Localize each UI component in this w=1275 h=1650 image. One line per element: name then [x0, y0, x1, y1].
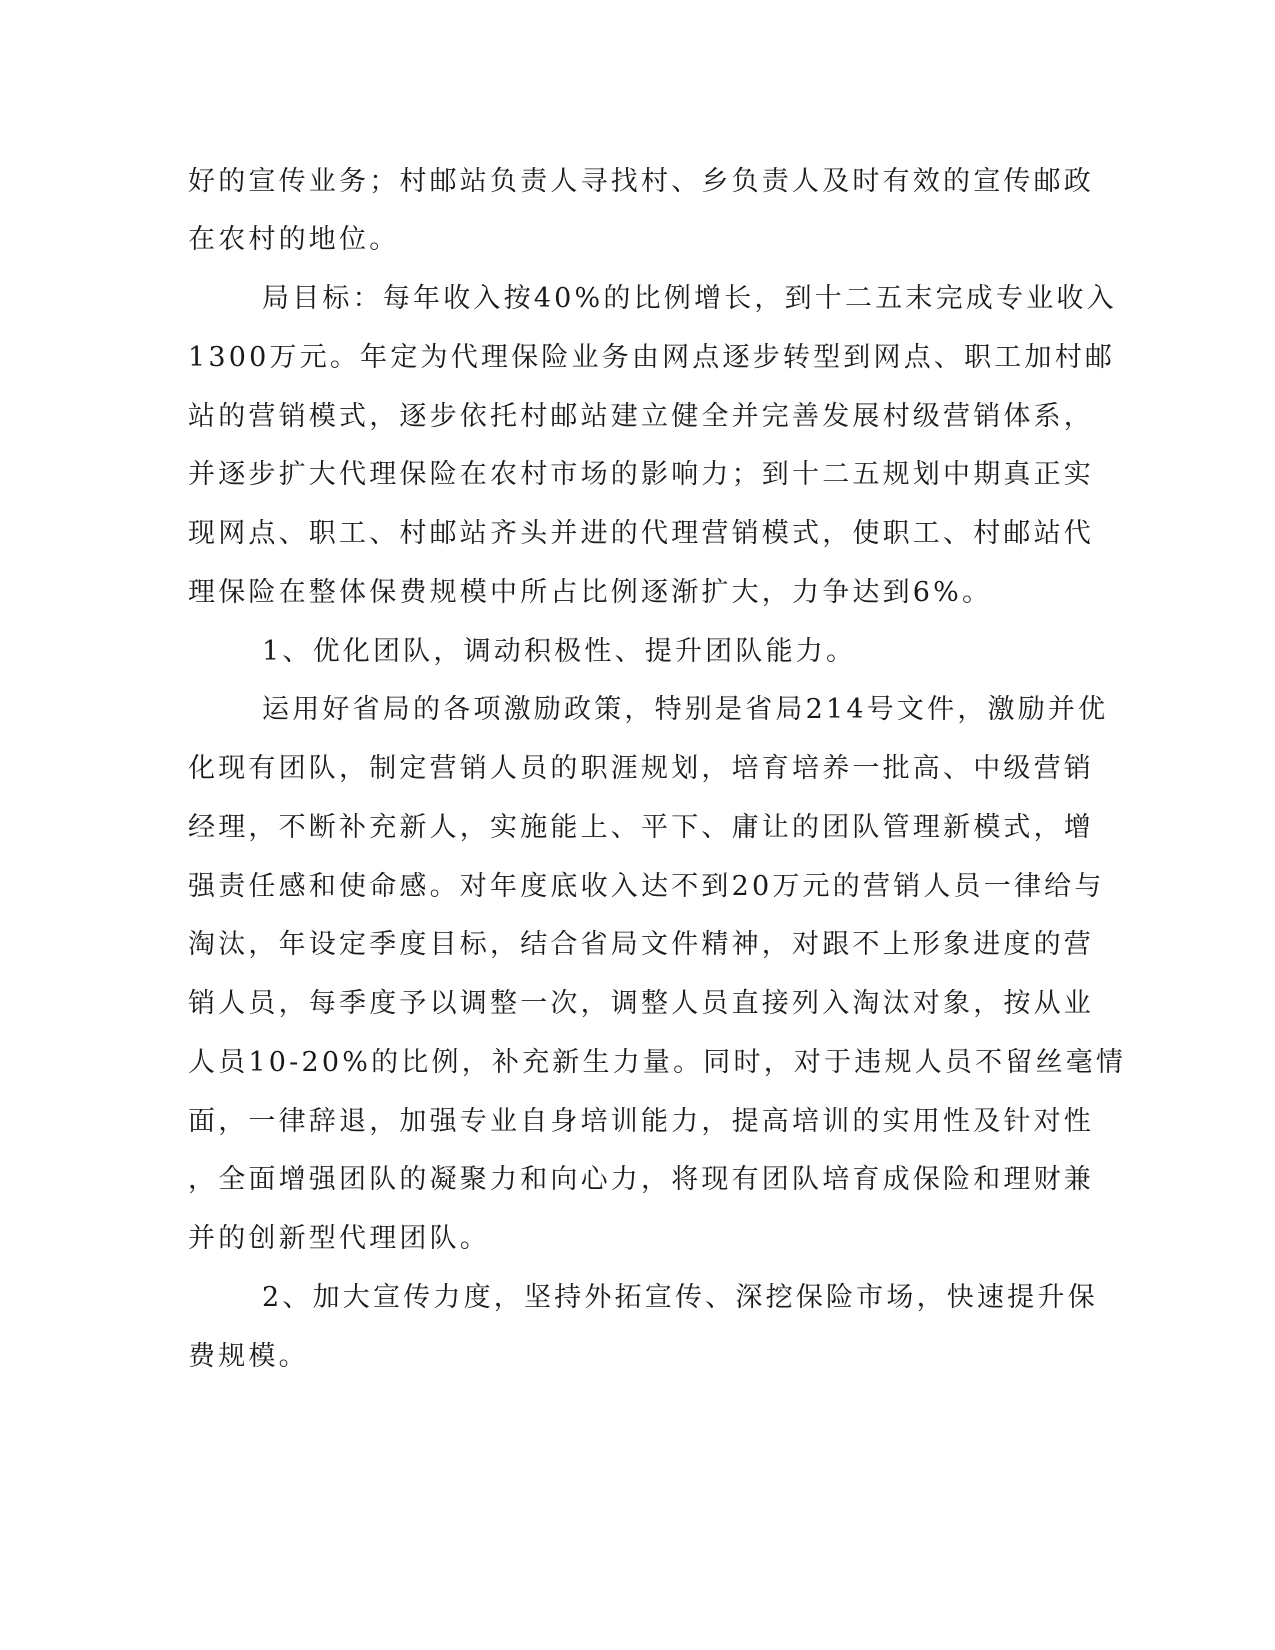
text-line: 费规模。 — [188, 1341, 309, 1372]
text-line: 现网点、职工、村邮站齐头并进的代理营销模式，使职工、村邮站代 — [188, 518, 1094, 549]
text-line: 人员10-20%的比例，补充新生力量。同时，对于违规人员不留丝毫情 — [188, 1047, 1127, 1078]
text-line: 化现有团队，制定营销人员的职涯规划，培育培养一批高、中级营销 — [188, 753, 1094, 784]
text-line: 并的创新型代理团队。 — [188, 1223, 490, 1254]
text-line: 理保险在整体保费规模中所占比例逐渐扩大，力争达到6%。 — [188, 577, 993, 608]
text-line: 淘汰，年设定季度目标，结合省局文件精神，对跟不上形象进度的营 — [188, 929, 1094, 960]
section-heading: 1、优化团队，调动积极性、提升团队能力。 — [262, 636, 857, 667]
text-line: 并逐步扩大代理保险在农村市场的影响力；到十二五规划中期真正实 — [188, 459, 1094, 490]
text-line: 在农村的地位。 — [188, 224, 400, 255]
text-line: ，全面增强团队的凝聚力和向心力，将现有团队培育成保险和理财兼 — [188, 1164, 1094, 1195]
text-line: 经理，不断补充新人，实施能上、平下、庸让的团队管理新模式，增 — [188, 812, 1094, 843]
text-line: 强责任感和使命感。对年度底收入达不到20万元的营销人员一律给与 — [188, 871, 1105, 902]
paragraph-first-line: 运用好省局的各项激励政策，特别是省局214号文件，激励并优 — [262, 694, 1109, 725]
text-line: 面，一律辞退，加强专业自身培训能力，提高培训的实用性及针对性 — [188, 1106, 1094, 1137]
text-line: 销人员，每季度予以调整一次，调整人员直接列入淘汰对象，按从业 — [188, 988, 1094, 1019]
text-line: 1300万元。年定为代理保险业务由网点逐步转型到网点、职工加村邮 — [188, 342, 1116, 373]
section-heading: 2、加大宣传力度，坚持外拓宣传、深挖保险市场，快速提升保 — [262, 1282, 1098, 1313]
paragraph-first-line: 局目标：每年收入按40%的比例增长，到十二五末完成专业收入 — [262, 283, 1117, 314]
text-line: 站的营销模式，逐步依托村邮站建立健全并完善发展村级营销体系， — [188, 401, 1094, 432]
text-line: 好的宣传业务；村邮站负责人寻找村、乡负责人及时有效的宣传邮政 — [188, 166, 1094, 197]
